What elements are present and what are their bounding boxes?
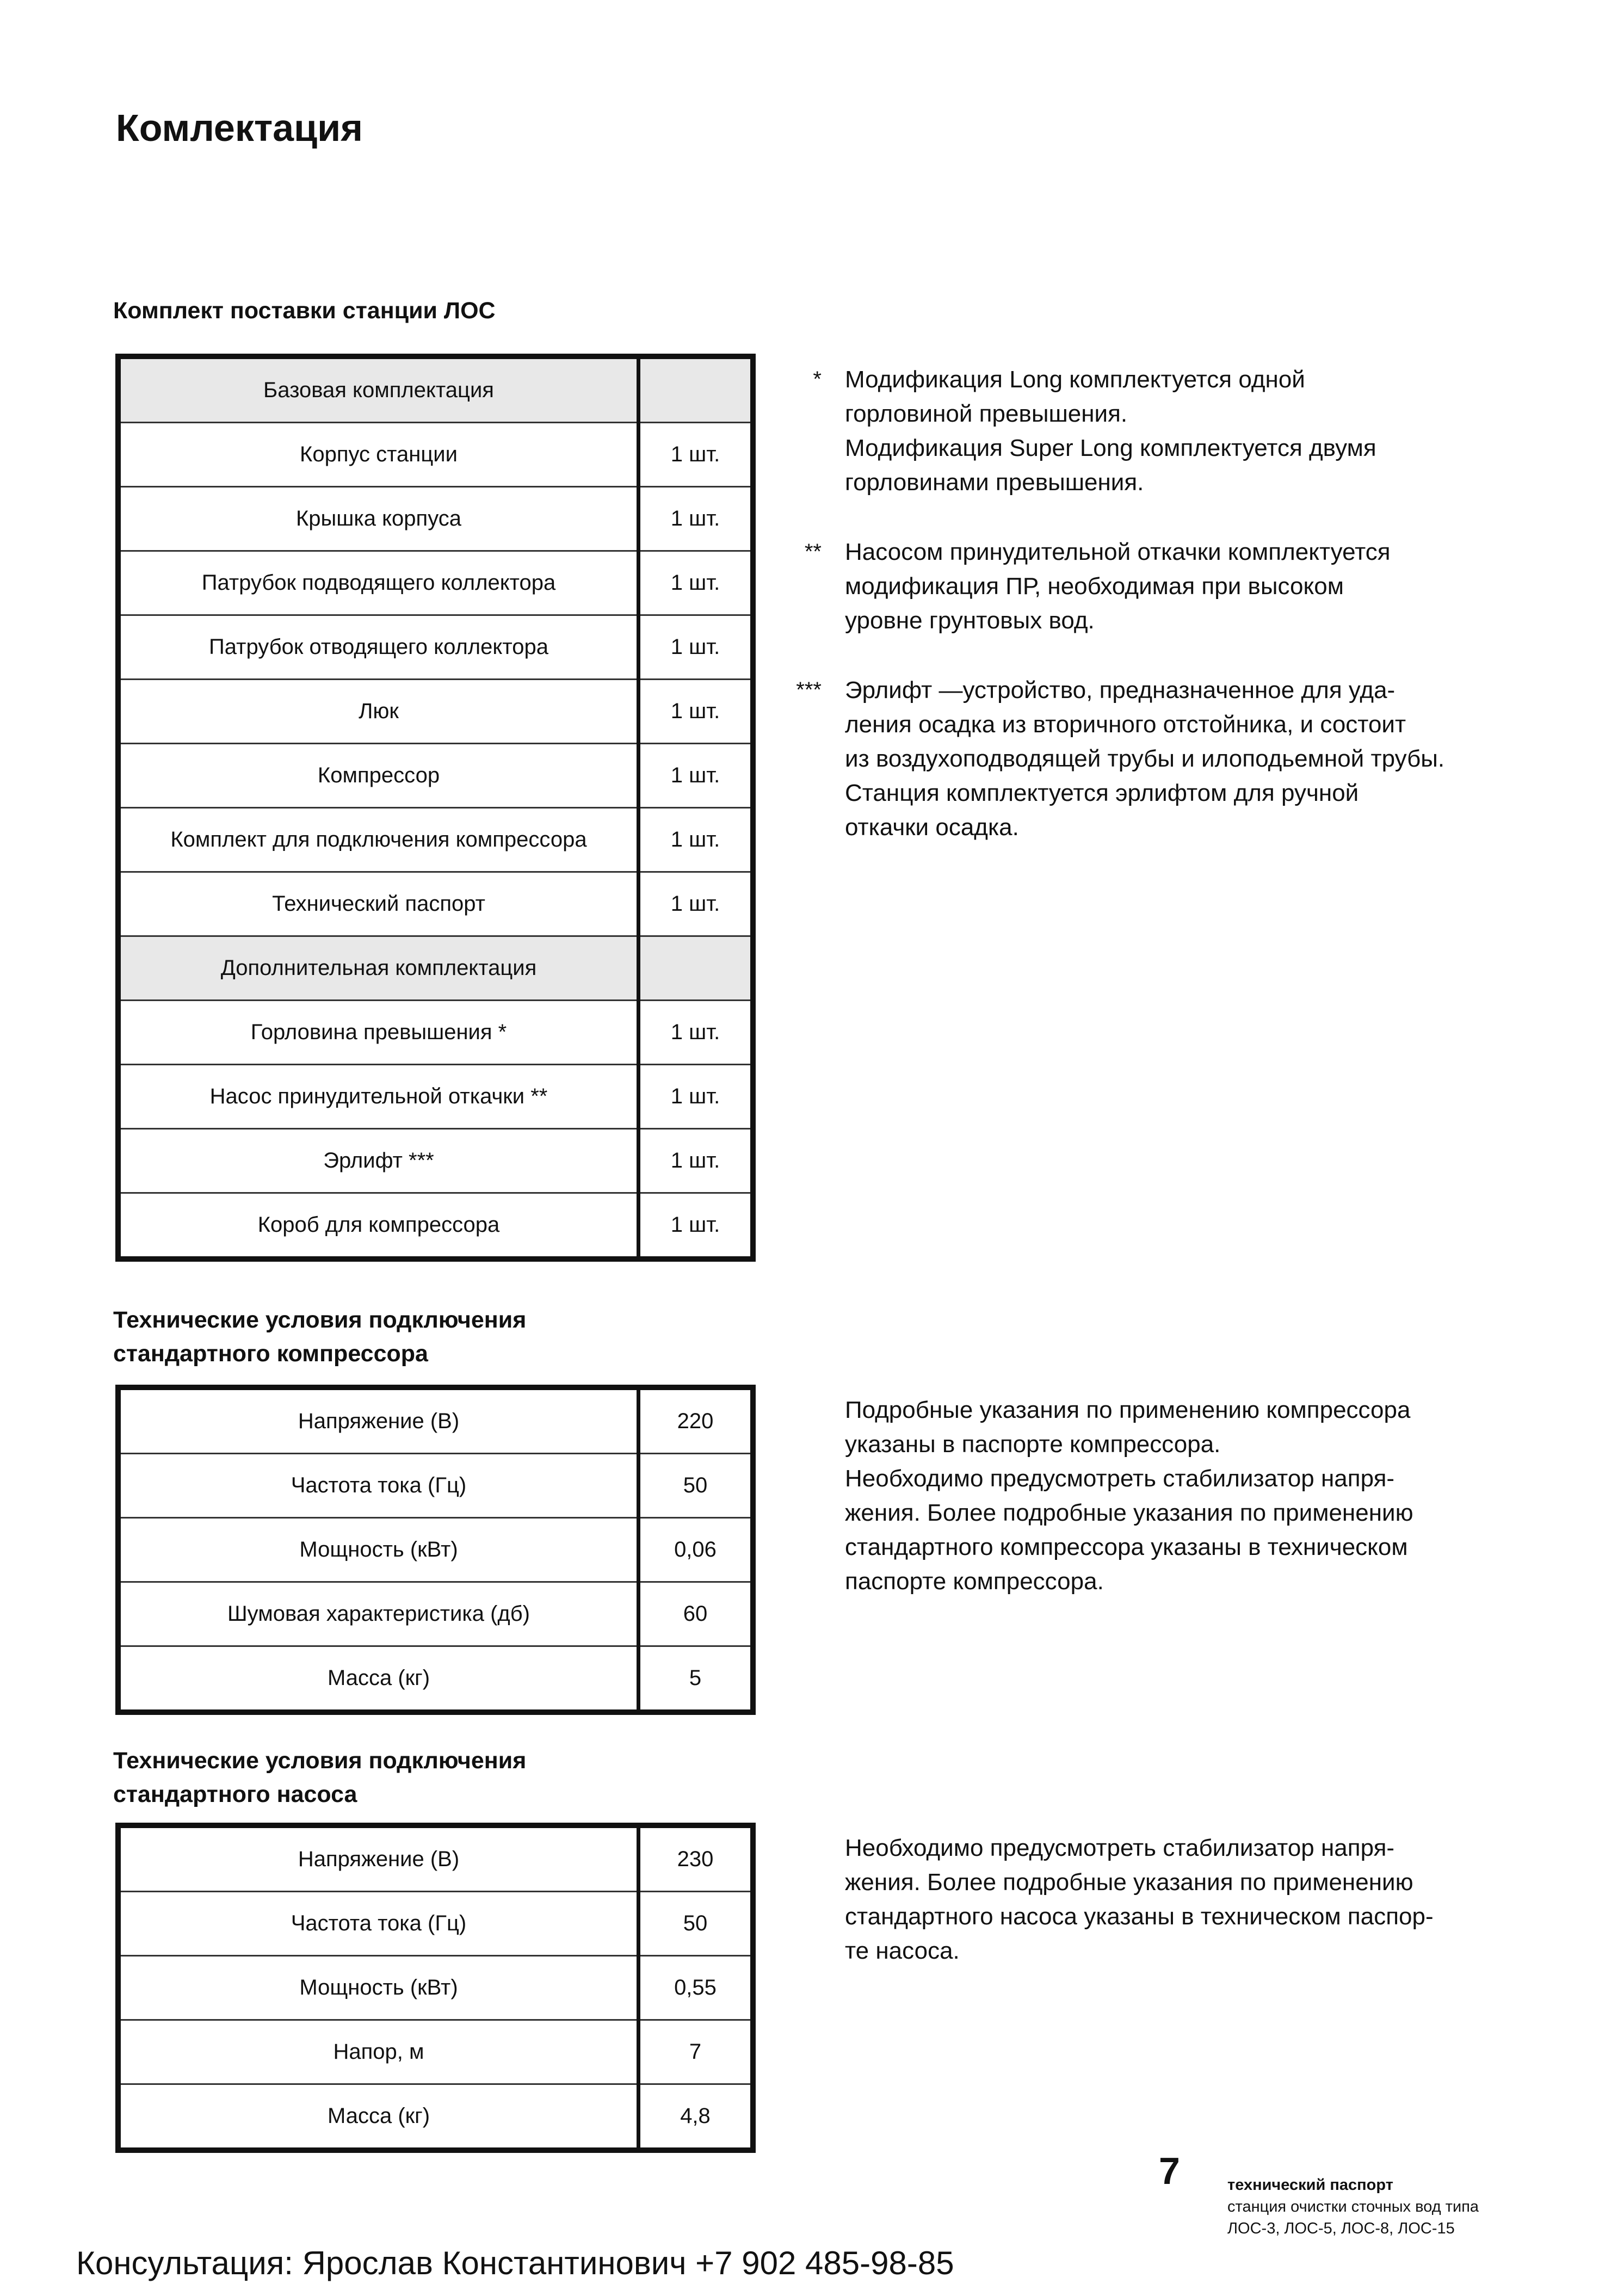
item-name: Короб для компрессора (118, 1193, 639, 1260)
item-qty: 1 шт. (639, 487, 754, 551)
consultation-contact: Консультация: Ярослав Константинович +7 902 485-98-85 (76, 2245, 954, 2281)
param-name: Частота тока (Гц) (118, 1454, 639, 1518)
footnote-text: Насосом принудительной откачки комплектуется модификация ПР, необходимая при высоком уровне грунтовых вод. (845, 539, 1391, 634)
table-row (118, 1892, 753, 1956)
pump-table (115, 1823, 756, 2153)
table-group-header (118, 936, 753, 1001)
page-title: Комлектация (116, 107, 363, 149)
compressor-title-line1: Технические условия подключения (113, 1307, 527, 1333)
group-header-label: Базовая комплектация (118, 356, 639, 423)
document-info (1227, 2174, 1479, 2239)
pump-section-title (113, 1744, 526, 1811)
footnote-marker: *** (796, 678, 822, 702)
document-title: технический паспорт (1227, 2176, 1393, 2194)
item-qty: 1 шт. (639, 744, 754, 808)
item-qty: 1 шт. (639, 1129, 754, 1193)
group-header-label: Дополнительная комплектация (118, 936, 639, 1001)
compressor-title-line2: стандартного компрессора (113, 1341, 428, 1367)
param-value: 7 (639, 2020, 754, 2084)
table-row (118, 1825, 753, 1892)
param-value: 230 (639, 1825, 754, 1892)
item-qty: 1 шт. (639, 423, 754, 487)
param-value: 4,8 (639, 2084, 754, 2151)
pump-title-line1: Технические условия подключения (113, 1748, 527, 1774)
param-name: Масса (кг) (118, 1646, 639, 1713)
table-row (118, 2020, 753, 2084)
table-row (118, 1582, 753, 1646)
group-header-qty (639, 936, 754, 1001)
param-name: Шумовая характеристика (дб) (118, 1582, 639, 1646)
item-name: Насос принудительной откачки ** (118, 1065, 639, 1129)
table-row (118, 615, 753, 680)
table-row (118, 1454, 753, 1518)
param-value: 60 (639, 1582, 754, 1646)
table-row (118, 744, 753, 808)
item-qty: 1 шт. (639, 1001, 754, 1065)
compressor-note: Подробные указания по применению компрессора указаны в паспорте компрессора. Необходимо предусмотреть стабилизатор напря- жения. Более подробные указания по применению стандартного компрессора указаны в техническом паспорте компрессора. (845, 1397, 1413, 1595)
pump-note: Необходимо предусмотреть стабилизатор напря- жения. Более подробные указания по применению стандартного насоса указаны в техническом паспор- те насоса. (845, 1835, 1434, 1964)
param-name: Масса (кг) (118, 2084, 639, 2151)
document-subtitle: станция очистки сточных вод типа (1227, 2198, 1479, 2215)
table-row (118, 1518, 753, 1582)
param-value: 0,55 (639, 1956, 754, 2020)
item-name: Патрубок подводящего коллектора (118, 551, 639, 615)
table-row (118, 1001, 753, 1065)
item-qty: 1 шт. (639, 1065, 754, 1129)
item-qty: 1 шт. (639, 1193, 754, 1260)
table-row (118, 872, 753, 936)
table-group-header (118, 356, 753, 423)
param-value: 50 (639, 1454, 754, 1518)
table-row (118, 1065, 753, 1129)
param-value: 50 (639, 1892, 754, 1956)
param-value: 0,06 (639, 1518, 754, 1582)
table-row (118, 1129, 753, 1193)
item-name: Технический паспорт (118, 872, 639, 936)
item-name: Горловина превышения * (118, 1001, 639, 1065)
table-row (118, 808, 753, 872)
param-name: Мощность (кВт) (118, 1518, 639, 1582)
item-qty: 1 шт. (639, 615, 754, 680)
pump-title-line2: стандартного насоса (113, 1781, 357, 1807)
delivery-table (115, 354, 756, 1262)
param-name: Мощность (кВт) (118, 1956, 639, 2020)
item-name: Люк (118, 680, 639, 744)
item-name: Патрубок отводящего коллектора (118, 615, 639, 680)
item-qty: 1 шт. (639, 680, 754, 744)
item-name: Комплект для подключения компрессора (118, 808, 639, 872)
page-number: 7 (1159, 2150, 1180, 2192)
compressor-section-title (113, 1303, 526, 1371)
footnote-marker: ** (804, 540, 822, 564)
table-row (118, 1193, 753, 1260)
table-row (118, 680, 753, 744)
footnote-text: Эрлифт —устройство, предназначенное для уда- ления осадка из вторичного отстойника, и состоит из воздухоподводящей трубы и илоподьемной трубы. Станция комплектуется эрлифтом для ручной откачки осадка. (845, 677, 1445, 841)
table-row (118, 551, 753, 615)
item-qty: 1 шт. (639, 872, 754, 936)
param-name: Частота тока (Гц) (118, 1892, 639, 1956)
table-row (118, 423, 753, 487)
table-row (118, 1646, 753, 1713)
item-name: Компрессор (118, 744, 639, 808)
item-name: Корпус станции (118, 423, 639, 487)
param-name: Напряжение (В) (118, 1825, 639, 1892)
footnote-text: Модификация Long комплектуется одной горловиной превышения. Модификация Super Long комплектуется двумя горловинами превышения. (845, 366, 1376, 496)
table-row (118, 1387, 753, 1454)
param-name: Напряжение (В) (118, 1387, 639, 1454)
delivery-section-title: Комплект поставки станции ЛОС (113, 298, 496, 324)
table-row (118, 2084, 753, 2151)
item-name: Крышка корпуса (118, 487, 639, 551)
table-row (118, 1956, 753, 2020)
param-value: 220 (639, 1387, 754, 1454)
item-name: Эрлифт *** (118, 1129, 639, 1193)
item-qty: 1 шт. (639, 808, 754, 872)
group-header-qty (639, 356, 754, 423)
footnote-marker: * (813, 367, 822, 391)
compressor-table (115, 1385, 756, 1715)
param-value: 5 (639, 1646, 754, 1713)
document-models: ЛОС-3, ЛОС-5, ЛОС-8, ЛОС-15 (1227, 2220, 1455, 2237)
table-row (118, 487, 753, 551)
param-name: Напор, м (118, 2020, 639, 2084)
item-qty: 1 шт. (639, 551, 754, 615)
